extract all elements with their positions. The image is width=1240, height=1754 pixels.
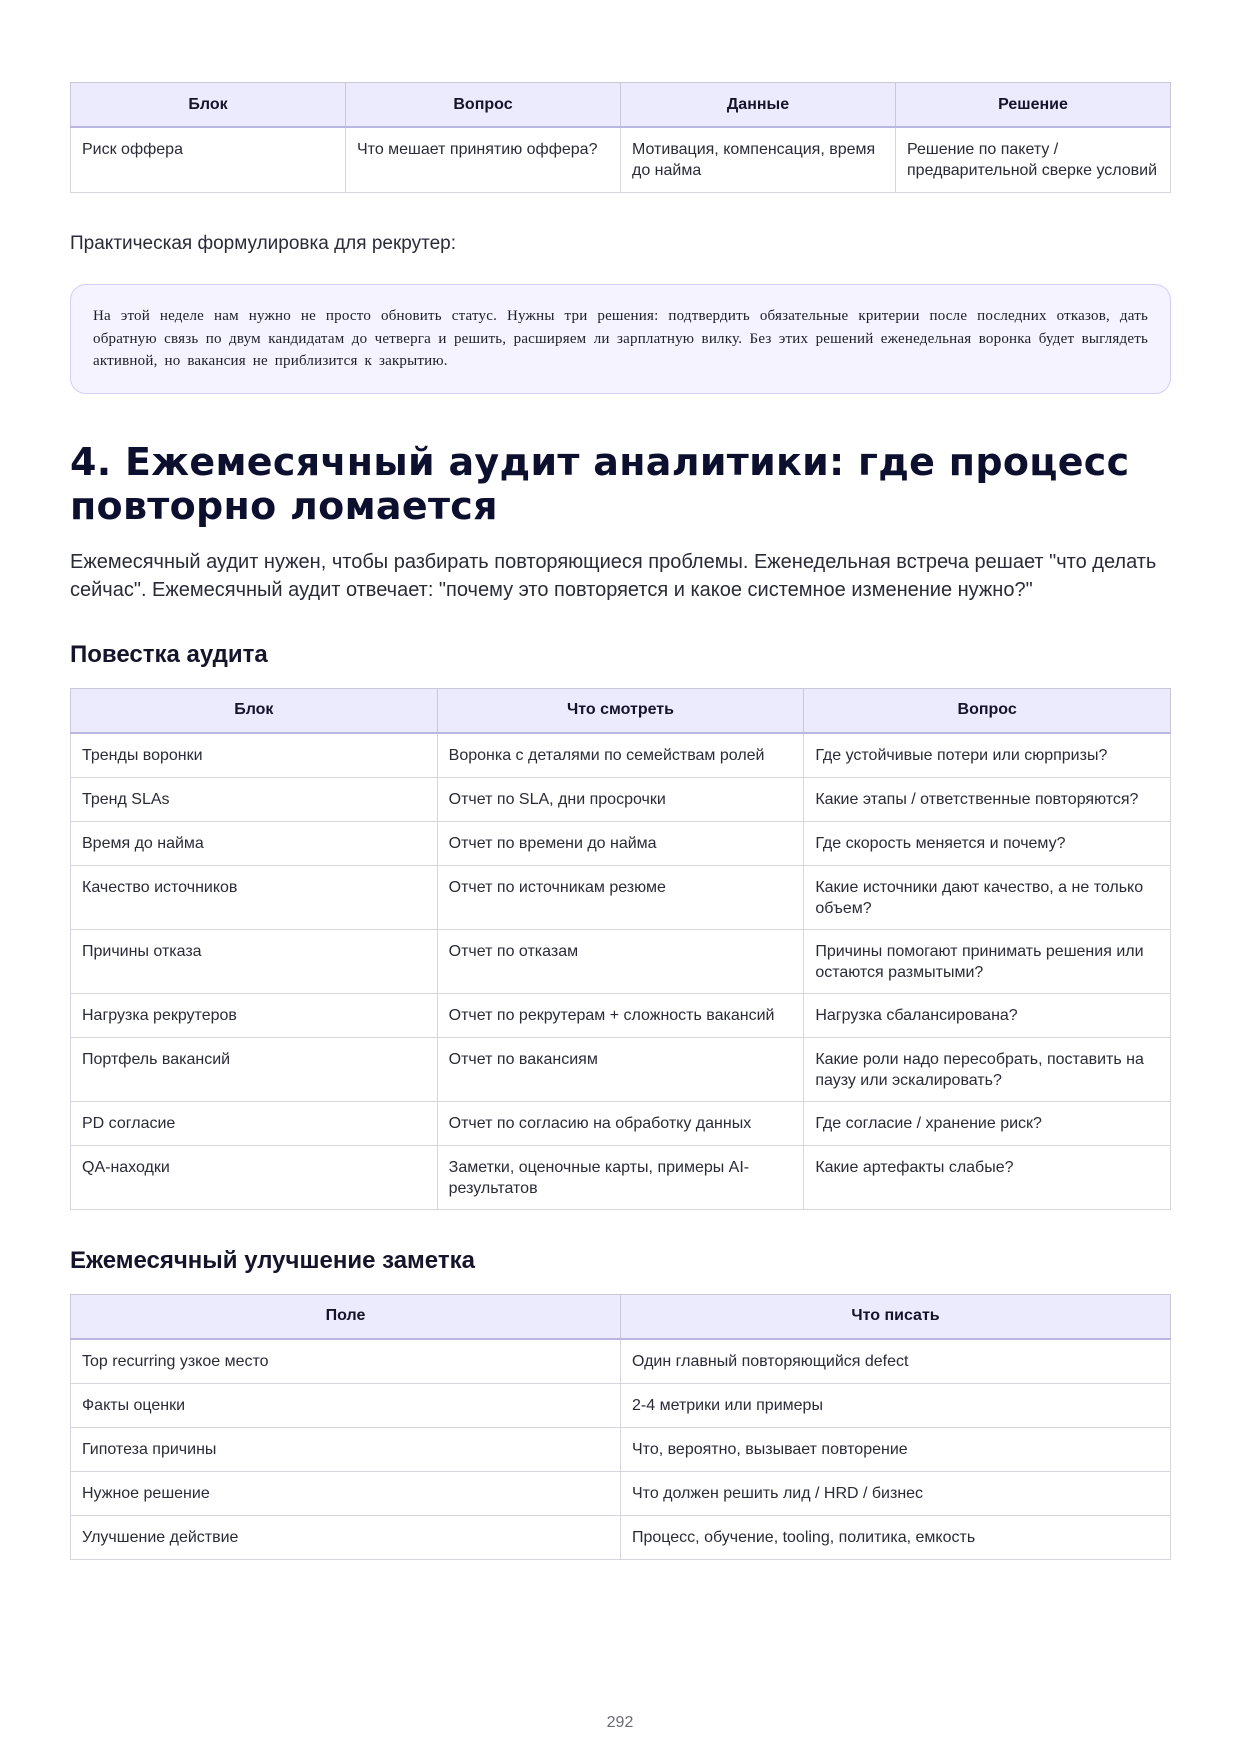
table-cell: Отчет по согласию на обработку данных (437, 1101, 804, 1145)
table-cell: Нагрузка сбалансирована? (804, 993, 1171, 1037)
agenda-heading: Повестка аудита (70, 640, 268, 668)
table-cell: Что, вероятно, вызывает повторение (621, 1427, 1171, 1471)
improvement-heading: Ежемесячный улучшение заметка (70, 1246, 475, 1274)
table-header-row (71, 83, 1171, 128)
table-cell: Отчет по отказам (437, 929, 804, 993)
table-cell: Улучшение действие (71, 1515, 621, 1559)
table-cell: Нагрузка рекрутеров (71, 993, 438, 1037)
table-cell: Время до найма (71, 821, 438, 865)
table-cell: Гипотеза причины (71, 1427, 621, 1471)
table-cell: 2-4 метрики или примеры (621, 1383, 1171, 1427)
table-cell: Воронка с деталями по семействам ролей (437, 733, 804, 778)
offer-risk-table (70, 82, 1171, 193)
table-cell: Отчет по вакансиям (437, 1037, 804, 1101)
table-cell: Отчет по времени до найма (437, 821, 804, 865)
table-row (71, 1383, 1171, 1427)
table-cell: Решение по пакету / предварительной сверке условий (896, 127, 1171, 193)
table-cell: Какие этапы / ответственные повторяются? (804, 777, 1171, 821)
table-cell: Отчет по SLA, дни просрочки (437, 777, 804, 821)
column-header: Что смотреть (437, 688, 804, 733)
table-row (71, 865, 1171, 929)
table-cell: Качество источников (71, 865, 438, 929)
table-row (71, 1037, 1171, 1101)
improvement-note-table (70, 1294, 1171, 1560)
table-cell: Один главный повторяющийся defect (621, 1339, 1171, 1384)
table-cell: Тренды воронки (71, 733, 438, 778)
table-cell: Где устойчивые потери или сюрпризы? (804, 733, 1171, 778)
table-row (71, 1145, 1171, 1209)
table-cell: Заметки, оценочные карты, примеры AI-результатов (437, 1145, 804, 1209)
table-cell: Какие источники дают качество, а не только объем? (804, 865, 1171, 929)
table-row (71, 929, 1171, 993)
column-header: Что писать (621, 1294, 1171, 1339)
column-header: Данные (621, 83, 896, 128)
table-row (71, 993, 1171, 1037)
table-cell: PD согласие (71, 1101, 438, 1145)
section-heading: 4. Ежемесячный аудит аналитики: где процесс повторно ломается (70, 439, 1130, 528)
table-cell: Причины отказа (71, 929, 438, 993)
table-header-row (71, 1294, 1171, 1339)
table-row (71, 1101, 1171, 1145)
column-header: Поле (71, 1294, 621, 1339)
table-row (71, 1427, 1171, 1471)
table-cell: Тренд SLAs (71, 777, 438, 821)
table-cell: Где скорость меняется и почему? (804, 821, 1171, 865)
table-row (71, 1471, 1171, 1515)
table-cell: QA-находки (71, 1145, 438, 1209)
column-header: Блок (71, 83, 346, 128)
table-cell: Процесс, обучение, tooling, политика, емкость (621, 1515, 1171, 1559)
column-header: Вопрос (346, 83, 621, 128)
table-header-row (71, 688, 1171, 733)
audit-agenda-table (70, 688, 1171, 1210)
table-row (71, 127, 1171, 193)
table-cell: Top recurring узкое место (71, 1339, 621, 1384)
column-header: Решение (896, 83, 1171, 128)
column-header: Вопрос (804, 688, 1171, 733)
table-row (71, 1339, 1171, 1384)
table-cell: Риск оффера (71, 127, 346, 193)
section-lead-paragraph: Ежемесячный аудит нужен, чтобы разбирать повторяющиеся проблемы. Еженедельная встреча решает "что делать сейчас". Ежемесячный аудит отвечает: "почему это повторяется и какое системное изменение нужно?" (70, 550, 1157, 601)
document-page (70, 82, 1171, 1560)
table-cell: Отчет по источникам резюме (437, 865, 804, 929)
table-cell: Какие роли надо пересобрать, поставить на паузу или эскалировать? (804, 1037, 1171, 1101)
table-cell: Причины помогают принимать решения или остаются размытыми? (804, 929, 1171, 993)
table-cell: Мотивация, компенсация, время до найма (621, 127, 896, 193)
table-cell: Что мешает принятию оффера? (346, 127, 621, 193)
note-callout: На этой неделе нам нужно не просто обновить статус. Нужны три решения: подтвердить обязательные критерии после последних отказов, дать обратную связь по двум кандидатам до четверга и решить, расширяем ли зарплатную вилку. Без этих решений еженедельная воронка будет выглядеть активной, но вакансия не приблизится к закрытию. (70, 284, 1171, 394)
table-cell: Отчет по рекрутерам + сложность вакансий (437, 993, 804, 1037)
column-header: Блок (71, 688, 438, 733)
table-row (71, 777, 1171, 821)
table-row (71, 821, 1171, 865)
table-row (71, 733, 1171, 778)
table-cell: Что должен решить лид / HRD / бизнес (621, 1471, 1171, 1515)
table-cell: Где согласие / хранение риск? (804, 1101, 1171, 1145)
table-cell: Какие артефакты слабые? (804, 1145, 1171, 1209)
table-cell: Факты оценки (71, 1383, 621, 1427)
table-cell: Портфель вакансий (71, 1037, 438, 1101)
table-cell: Нужное решение (71, 1471, 621, 1515)
page-number: 292 (606, 1714, 634, 1731)
intro-paragraph: Практическая формулировка для рекрутер: (70, 233, 457, 254)
table-row (71, 1515, 1171, 1559)
